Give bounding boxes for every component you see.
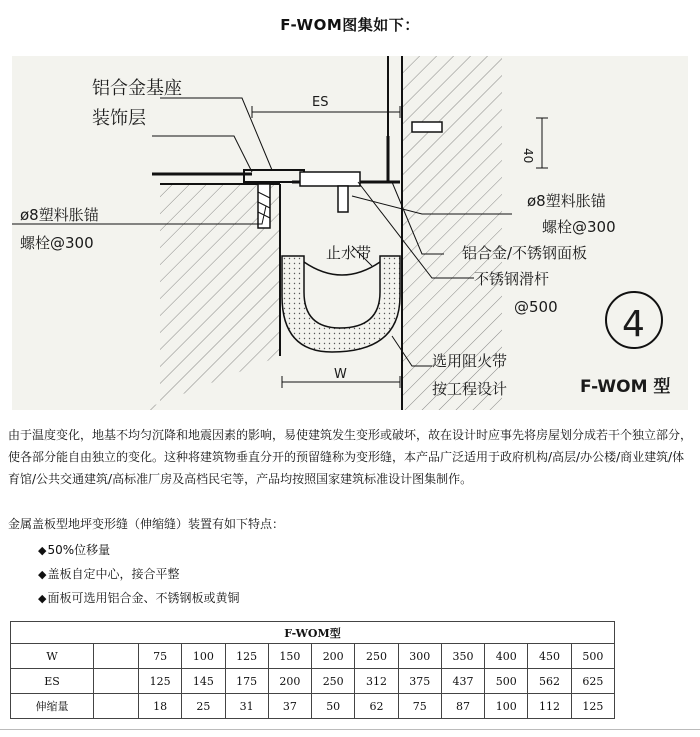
description-paragraph: 由于温度变化，地基不均匀沉降和地震因素的影响，易使建筑发生变形或破坏，故在设计时应事先将房屋划分成若干个独立部分，使各部分能自由独立的变化。这种将建筑物垂直分开的预留缝称为变形缝，本产品广泛适用于政府机构/高层/办公楼/商业建筑/体育馆/公共交通建筑/高标准厂房及高档民宅等，产品均按照国家建筑标准设计图集制作。 bbox=[8, 428, 693, 486]
technical-drawing bbox=[12, 56, 688, 410]
es-label: ES bbox=[312, 95, 329, 110]
waterstop bbox=[282, 256, 400, 352]
table-cell: 25 bbox=[182, 694, 225, 719]
features-intro: 金属盖板型地坪变形缝（伸缩缝）装置有如下特点： bbox=[8, 517, 285, 531]
row-label: W bbox=[11, 644, 94, 669]
table-cell: 87 bbox=[441, 694, 484, 719]
row-label: ES bbox=[11, 669, 94, 694]
blank-cell bbox=[94, 669, 139, 694]
label-fire-1: 选用阻火带 bbox=[432, 352, 508, 370]
table-cell: 145 bbox=[182, 669, 225, 694]
label-base: 铝合金基座 bbox=[92, 78, 182, 99]
dimension-40 bbox=[521, 118, 548, 168]
table-cell: 312 bbox=[355, 669, 398, 694]
table-cell: 150 bbox=[268, 644, 311, 669]
table-cell: 437 bbox=[441, 669, 484, 694]
table-cell: 625 bbox=[571, 669, 614, 694]
blank-cell bbox=[94, 644, 139, 669]
spec-table bbox=[10, 621, 615, 719]
table-cell: 100 bbox=[485, 694, 528, 719]
table-cell: 200 bbox=[268, 669, 311, 694]
table-cell: 500 bbox=[571, 644, 614, 669]
table-cell: 50 bbox=[312, 694, 355, 719]
label-panel: 铝合金/不锈钢面板 bbox=[462, 244, 588, 262]
base-profile bbox=[152, 136, 400, 186]
table-cell: 18 bbox=[139, 694, 182, 719]
table-cell: 100 bbox=[182, 644, 225, 669]
row-label: 伸缩量 bbox=[11, 694, 94, 719]
table-caption: F-WOM型 bbox=[11, 622, 615, 644]
feature-item: ◆ 50%位移量 bbox=[38, 541, 239, 565]
table-cell: 112 bbox=[528, 694, 571, 719]
label-anchor-right-1: ø8塑料胀锚 bbox=[527, 192, 606, 210]
table-cell: 31 bbox=[225, 694, 268, 719]
bottom-divider bbox=[0, 729, 700, 730]
table-cell: 75 bbox=[139, 644, 182, 669]
table-cell: 125 bbox=[225, 644, 268, 669]
table-cell: 62 bbox=[355, 694, 398, 719]
table-cell: 125 bbox=[139, 669, 182, 694]
label-finish: 装饰层 bbox=[92, 108, 146, 129]
features-list bbox=[38, 541, 239, 613]
label-anchor-right-2: 螺栓@300 bbox=[542, 218, 616, 236]
table-row bbox=[11, 644, 615, 669]
label-anchor-left-2: 螺栓@300 bbox=[20, 234, 94, 252]
feature-item: ◆ 盖板自定中心，接合平整 bbox=[38, 565, 239, 589]
table-cell: 500 bbox=[485, 669, 528, 694]
table-cell: 175 bbox=[225, 669, 268, 694]
blank-cell bbox=[94, 694, 139, 719]
w-label: W bbox=[334, 367, 347, 382]
table-cell: 37 bbox=[268, 694, 311, 719]
left-anchor-bolt bbox=[258, 184, 270, 228]
feature-item: ◆ 面板可选用铝合金、不锈钢板或黄铜 bbox=[38, 589, 239, 613]
table-cell: 125 bbox=[571, 694, 614, 719]
dimension-w bbox=[282, 367, 400, 388]
table-cell: 375 bbox=[398, 669, 441, 694]
table-cell: 250 bbox=[355, 644, 398, 669]
circle-number-badge bbox=[606, 292, 662, 348]
table-row bbox=[11, 694, 615, 719]
label-rod: 不锈钢滑杆 bbox=[474, 270, 550, 288]
label-anchor-left-1: ø8塑料胀锚 bbox=[20, 206, 99, 224]
table-cell: 350 bbox=[441, 644, 484, 669]
label-waterstop: 止水带 bbox=[326, 244, 372, 262]
table-cell: 250 bbox=[312, 669, 355, 694]
table-cell: 75 bbox=[398, 694, 441, 719]
circle-number: 4 bbox=[622, 304, 645, 345]
table-cell: 300 bbox=[398, 644, 441, 669]
label-model: F-WOM 型 bbox=[580, 377, 671, 397]
page-title: F-WOM图集如下： bbox=[280, 16, 420, 34]
table-cell: 200 bbox=[312, 644, 355, 669]
table-cell: 400 bbox=[485, 644, 528, 669]
table-caption-row bbox=[11, 622, 615, 644]
table-row bbox=[11, 669, 615, 694]
table-cell: 562 bbox=[528, 669, 571, 694]
dimension-es bbox=[252, 95, 400, 118]
dim-40-label: 40 bbox=[521, 148, 535, 164]
label-fire-2: 按工程设计 bbox=[432, 380, 508, 398]
table-cell: 450 bbox=[528, 644, 571, 669]
label-rod-spacing: @500 bbox=[514, 298, 558, 316]
